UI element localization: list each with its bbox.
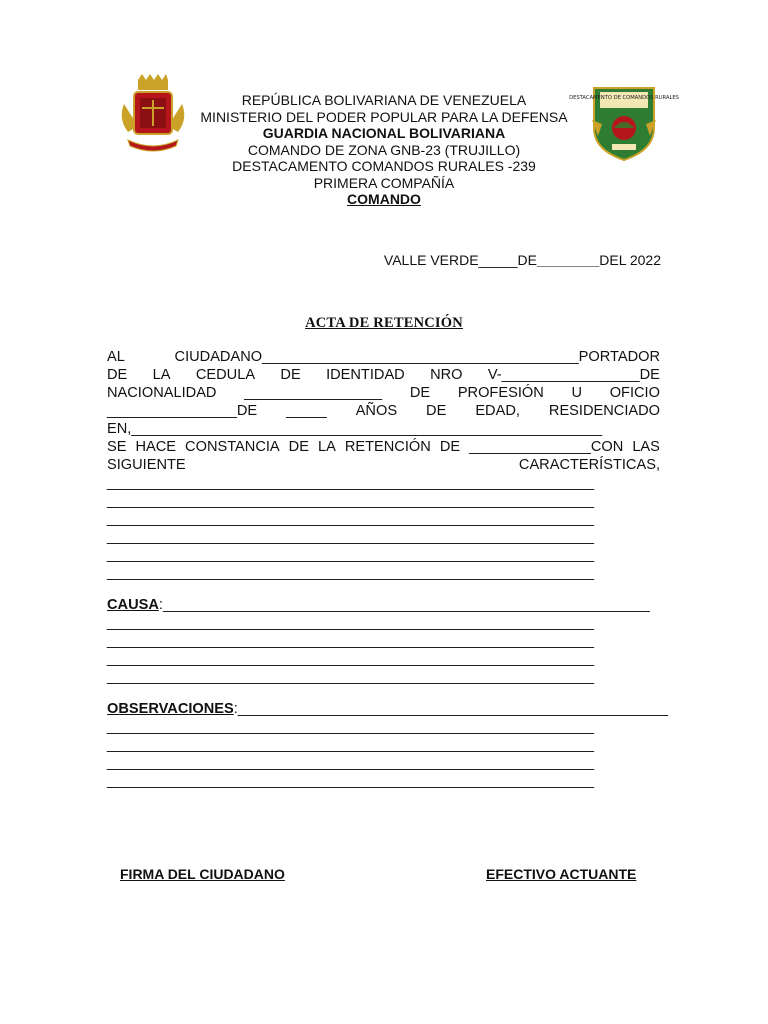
profession-blank: ________________DE	[107, 403, 258, 419]
body-word: NRO	[430, 367, 463, 383]
header-zone-command: COMANDO DE ZONA GNB-23 (TRUJILLO)	[247, 141, 521, 158]
residence-blank-line: EN,__________________________________________________________	[107, 421, 603, 437]
body-word: OFICIO	[609, 385, 660, 401]
retention-item-blank: _______________CON	[469, 439, 624, 455]
observaciones-blank-line: ____________________________________________________________	[107, 773, 594, 789]
date-place: VALLE VERDE	[383, 252, 479, 268]
date-de: DE	[517, 252, 537, 268]
body-word: AÑOS	[355, 403, 398, 419]
body-word: IDENTIDAD	[326, 367, 405, 383]
citizen-name-blank: CIUDADANO_______________________________________PORTADOR	[174, 349, 660, 365]
body-word: AL	[107, 349, 125, 365]
document-header	[150, 92, 618, 208]
body-word: DE	[280, 367, 301, 383]
date-month-blank: ________	[536, 252, 600, 268]
body-word: U	[571, 385, 582, 401]
causa-line	[107, 596, 660, 614]
observaciones-blank-line: ____________________________________________________________	[107, 755, 594, 771]
body-word: NACIONALIDAD	[107, 385, 217, 401]
body-line-3	[107, 384, 660, 402]
characteristics-blank-line: ____________________________________________________________	[107, 529, 594, 545]
body-word: SIGUIENTE	[107, 457, 186, 473]
header-command: COMANDO	[347, 191, 421, 207]
observaciones-blank-line: ____________________________________________________________	[107, 719, 594, 735]
body-word: SE	[107, 439, 127, 455]
document-body	[107, 348, 669, 790]
header-guard: GUARDIA NACIONAL BOLIVARIANA	[262, 125, 506, 141]
characteristics-blank-line: ____________________________________________________________	[107, 493, 594, 509]
document-title: ACTA DE RETENCIÓN	[305, 315, 463, 331]
body-word: LA	[152, 367, 171, 383]
age-blank: _____	[286, 403, 327, 419]
header-detachment: DESTACAMENTO COMANDOS RURALES -239	[232, 158, 536, 174]
observaciones-blank: :_____________________________________________________	[233, 701, 669, 717]
body-word: DE	[288, 439, 309, 455]
id-number-blank: V-_________________DE	[487, 367, 660, 383]
body-word: DE	[107, 367, 128, 383]
body-word: RETENCIÓN	[344, 439, 431, 455]
body-line-6	[107, 438, 660, 456]
observaciones-label: OBSERVACIONES	[107, 701, 234, 717]
characteristics-blank-line: ____________________________________________________________	[107, 511, 594, 527]
body-line-2	[107, 366, 660, 384]
date-year: DEL 2022	[599, 252, 661, 268]
body-word: CONSTANCIA	[185, 439, 280, 455]
date-day-blank: _____	[478, 252, 518, 268]
causa-blank-line: ____________________________________________________________	[107, 615, 594, 631]
header-republic: REPÚBLICA BOLIVARIANA DE VENEZUELA	[241, 92, 527, 108]
body-word: LA	[317, 439, 336, 455]
body-word: DE	[426, 403, 447, 419]
date-line	[384, 252, 661, 268]
characteristics-blank-line: ____________________________________________________________	[107, 547, 594, 563]
signature-officer: EFECTIVO ACTUANTE	[486, 866, 637, 882]
svg-text:DESTACAMENTO DE COMANDOS RURAL: DESTACAMENTO DE COMANDOS RURALES	[569, 95, 679, 101]
body-word: HACE	[135, 439, 177, 455]
body-word: EDAD,	[475, 403, 520, 419]
body-word: CEDULA	[195, 367, 256, 383]
header-ministry: MINISTERIO DEL PODER POPULAR PARA LA DEFENSA	[200, 108, 568, 125]
causa-blank-line: ____________________________________________________________	[107, 669, 594, 685]
body-line-7	[107, 456, 660, 474]
causa-label: CAUSA	[107, 597, 159, 613]
characteristics-blank-line: ____________________________________________________________	[107, 475, 594, 491]
body-word: CARACTERÍSTICAS,	[518, 457, 660, 473]
body-word: RESIDENCIADO	[548, 403, 660, 419]
characteristics-blank-line: ____________________________________________________________	[107, 565, 594, 581]
body-word: DE	[409, 385, 431, 401]
causa-blank: :____________________________________________________________	[158, 597, 650, 613]
body-word: PROFESIÓN	[457, 385, 544, 401]
signature-citizen: FIRMA DEL CIUDADANO	[120, 866, 285, 882]
observaciones-line	[107, 700, 669, 718]
causa-blank-line: ____________________________________________________________	[107, 633, 594, 649]
nationality-blank: _________________	[244, 385, 383, 401]
observaciones-blank-line: ____________________________________________________________	[107, 737, 594, 753]
body-word: DE	[439, 439, 461, 455]
body-line-1	[107, 348, 660, 366]
causa-blank-line: ____________________________________________________________	[107, 651, 594, 667]
body-word: LAS	[632, 439, 660, 455]
body-line-4	[107, 402, 660, 420]
header-company: PRIMERA COMPAÑÍA	[313, 174, 455, 191]
